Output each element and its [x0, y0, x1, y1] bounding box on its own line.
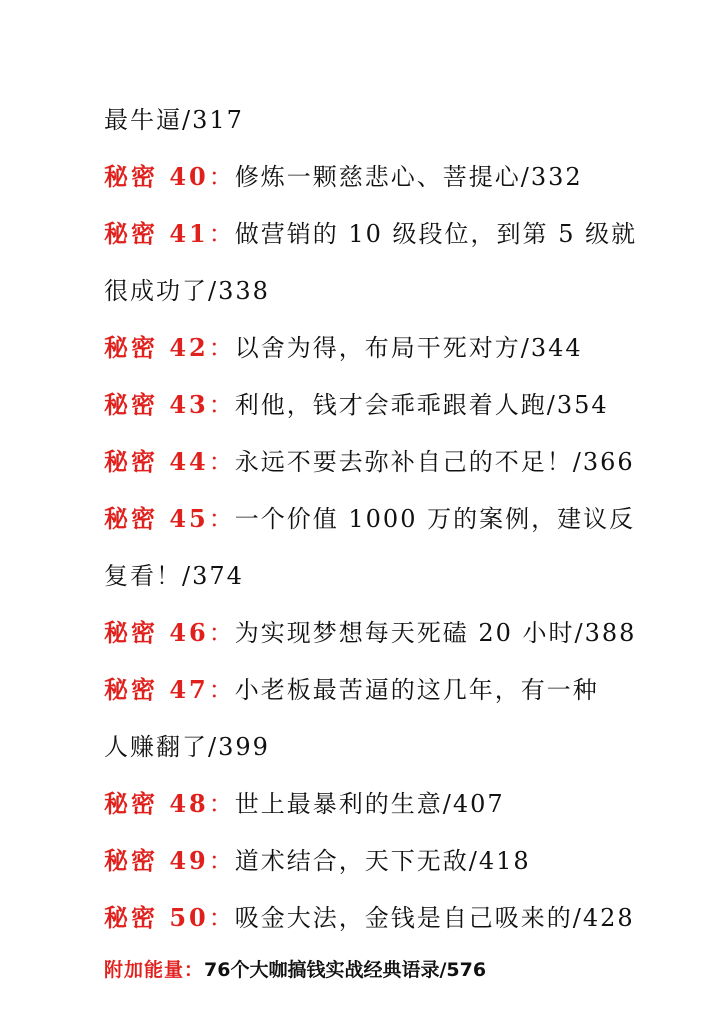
toc-entry-colon: ：: [208, 220, 235, 248]
toc-entry-48: [104, 788, 704, 820]
toc-line-continuation: [104, 275, 704, 307]
toc-bonus-label: 附加能量：: [104, 959, 205, 981]
toc-entry-label: 秘密 50: [104, 903, 209, 932]
toc-entry-title: 利他，钱才会乖乖跟着人跑/354: [234, 391, 609, 419]
toc-entry-46: [104, 617, 704, 649]
toc-line-text: 人赚翻了/399: [104, 733, 270, 761]
toc-entry-label: 秘密 45: [104, 504, 209, 533]
toc-line-continuation: [104, 104, 704, 136]
toc-entry-title: 修炼一颗慈悲心、菩提心/332: [234, 163, 583, 191]
toc-bonus-title: 76个大咖搞钱实战经典语录/576: [204, 959, 487, 981]
toc-entry-colon: ：: [208, 391, 235, 419]
toc-entry-label: 秘密 43: [104, 390, 209, 419]
toc-entry-label: 秘密 48: [104, 789, 209, 818]
toc-entry-colon: ：: [208, 904, 235, 932]
toc-entry-label: 秘密 47: [104, 675, 209, 704]
toc-entry-label: 秘密 41: [104, 219, 209, 248]
toc-entry-title: 世上最暴利的生意/407: [234, 790, 505, 818]
toc-line-continuation: [104, 731, 704, 763]
toc-entry-40: [104, 161, 704, 193]
toc-entry-title: 吸金大法，金钱是自己吸来的/428: [234, 904, 635, 932]
toc-entry-label: 秘密 44: [104, 447, 209, 476]
toc-entry-label: 秘密 40: [104, 162, 209, 191]
toc-line-text: 很成功了/338: [104, 277, 270, 305]
toc-entry-49: [104, 845, 704, 877]
toc-entry-47: [104, 674, 704, 706]
toc-entry-title: 小老板最苦逼的这几年，有一种: [234, 676, 599, 704]
toc-entry-title: 以舍为得，布局干死对方/344: [234, 334, 583, 362]
toc-entry-title: 一个价值 1000 万的案例，建议反: [234, 505, 636, 533]
toc-entry-colon: ：: [208, 847, 235, 875]
toc-entry-50: [104, 902, 704, 934]
toc-entry-label: 秘密 49: [104, 846, 209, 875]
toc-entry-colon: ：: [208, 619, 235, 647]
toc-entry-colon: ：: [208, 448, 235, 476]
toc-entry-title: 道术结合，天下无敌/418: [234, 847, 531, 875]
toc-entry-title: 永远不要去弥补自己的不足！/366: [234, 448, 635, 476]
toc-entry-label: 秘密 46: [104, 618, 209, 647]
toc-line-text: 复看！/374: [104, 562, 244, 590]
toc-entry-colon: ：: [208, 334, 235, 362]
toc-entry-colon: ：: [208, 676, 235, 704]
toc-entry-bonus: [104, 954, 704, 986]
toc-entry-colon: ：: [208, 163, 235, 191]
toc-entry-41: [104, 218, 704, 250]
toc-entry-colon: ：: [208, 790, 235, 818]
toc-entry-44: [104, 446, 704, 478]
toc-line-continuation: [104, 560, 704, 592]
toc-entry-45: [104, 503, 704, 535]
toc-entry-colon: ：: [208, 505, 235, 533]
toc-entry-43: [104, 389, 704, 421]
toc-entry-label: 秘密 42: [104, 333, 209, 362]
toc-entry-title: 做营销的 10 级段位，到第 5 级就: [234, 220, 638, 248]
toc-entry-title: 为实现梦想每天死磕 20 小时/388: [234, 619, 637, 647]
toc-entry-42: [104, 332, 704, 364]
toc-line-text: 最牛逼/317: [104, 106, 244, 134]
